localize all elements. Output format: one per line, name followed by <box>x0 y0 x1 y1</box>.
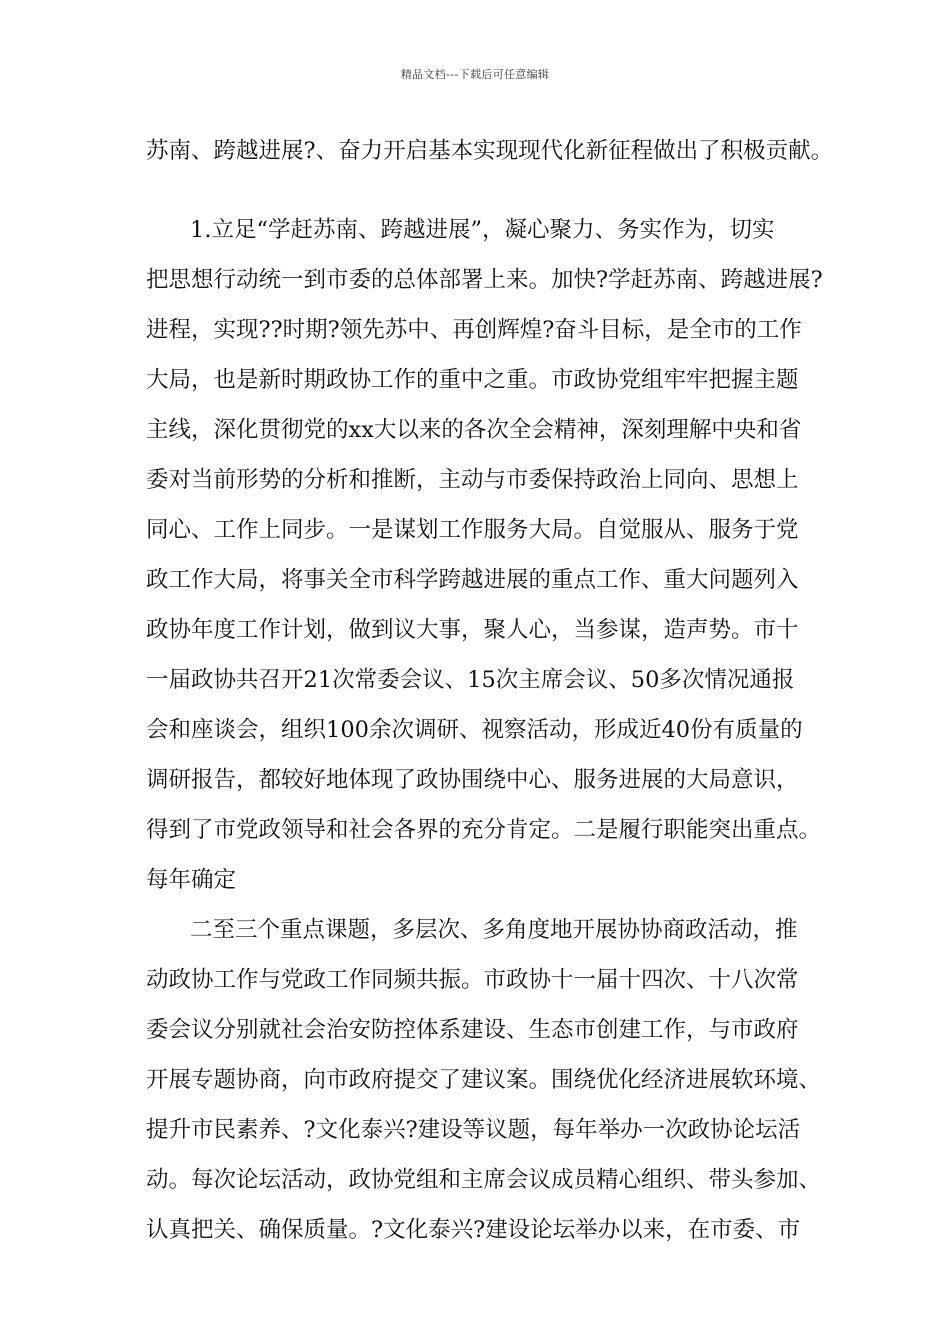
page-header: 精品文档---下载后可任意编辑 <box>400 68 550 81</box>
paragraph-gap <box>146 182 816 211</box>
text-line: 政协年度工作计划，做到议大事，聚人心，当参谋，造声势。市十 <box>146 617 799 643</box>
text-line: 苏南、跨越进展?、奋力开启基本实现现代化新征程做出了积极贡献。 <box>146 138 834 164</box>
text-line: 开展专题协商，向市政府提交了建议案。围绕优化经济进展软环境、 <box>146 1067 822 1093</box>
text-line: 主线，深化贯彻党的xx大以来的各次全会精神，深刻理解中央和省 <box>146 417 802 443</box>
paragraph <box>146 911 822 1261</box>
text-line: 大局，也是新时期政协工作的重中之重。市政协党组牢牢把握主题 <box>146 367 799 393</box>
text-line: 委会议分别就社会治安防控体系建设、生态市创建工作，与市政府 <box>146 1017 799 1043</box>
text-line: 一届政协共召开21次常委会议、15次主席会议、50多次情况通报 <box>146 667 795 693</box>
text-line: 二至三个重点课题，多层次、多角度地开展协协商政活动，推 <box>190 917 798 943</box>
text-line: 会和座谈会，组织100余次调研、视察活动，形成近40份有质量的 <box>146 717 803 743</box>
text-line: 动政协工作与党政工作同频共振。市政协十一届十四次、十八次常 <box>146 967 799 993</box>
text-line: 得到了市党政领导和社会各界的充分肯定。二是履行职能突出重点。 <box>146 817 822 843</box>
text-line: 每年确定 <box>146 867 237 893</box>
text-line: 动。每次论坛活动，政协党组和主席会议成员精心组织、带头参加、 <box>146 1167 822 1193</box>
text-line: 政工作大局，将事关全市科学跨越进展的重点工作、重大问题列入 <box>146 567 799 593</box>
text-line: 提升市民素养、?文化泰兴?建设等议题，每年举办一次政协论坛活 <box>146 1117 801 1143</box>
text-line: 把思想行动统一到市委的总体部署上来。加快?学赶苏南、跨越进展? <box>146 267 823 293</box>
paragraph <box>146 211 823 911</box>
text-line: 调研报告，都较好地体现了政协围绕中心、服务进展的大局意识， <box>146 767 799 793</box>
paragraph <box>146 132 834 182</box>
text-line: 1.立足“学赶苏南、跨越进展”，凝心聚力、务实作为，切实 <box>190 217 775 243</box>
text-line: 认真把关、确保质量。?文化泰兴?建设论坛举办以来，在市委、市 <box>146 1217 801 1243</box>
text-line: 进程，实现??时期?领先苏中、再创辉煌?奋斗目标，是全市的工作 <box>146 317 802 343</box>
document-body <box>146 132 834 1261</box>
text-line: 委对当前形势的分析和推断，主动与市委保持政治上同向、思想上 <box>146 467 799 493</box>
text-line: 同心、工作上同步。一是谋划工作服务大局。自觉服从、服务于党 <box>146 517 799 543</box>
